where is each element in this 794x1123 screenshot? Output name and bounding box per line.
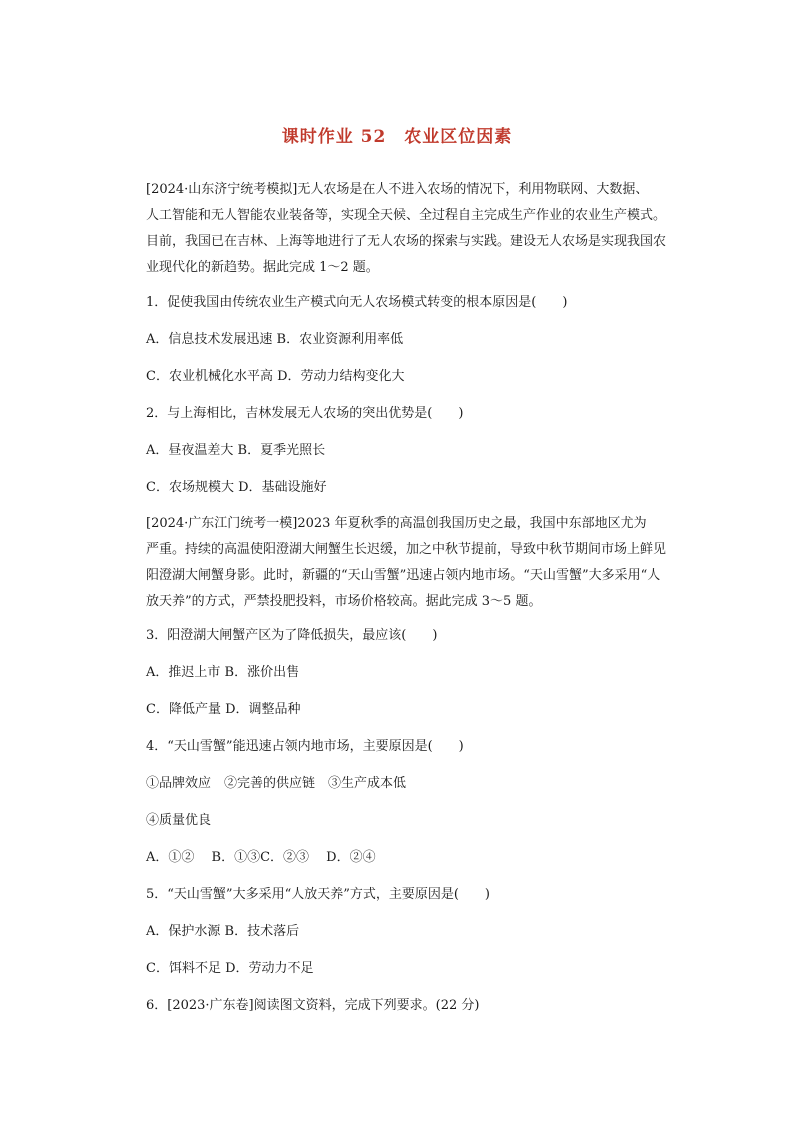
question-5-options-ab: A．保护水源 B．技术落后 xyxy=(146,924,300,939)
material1-line-3: 目前，我国已在吉林、上海等地进行了无人农场的探索与实践。建设无人农场是实现我国农 xyxy=(146,234,667,249)
question-2: 2．与上海相比，吉林发展无人农场的突出优势是( ) xyxy=(146,406,464,421)
material1-line-2: 人工智能和无人智能农业装备等，实现全天候、全过程自主完成生产作业的农业生产模式。 xyxy=(146,208,667,223)
question-3-options-cd: C．降低产量 D．调整品种 xyxy=(146,702,301,717)
question-1-options-ab: A．信息技术发展迅速 B．农业资源利用率低 xyxy=(146,332,404,347)
question-5-options-cd: C．饵料不足 D．劳动力不足 xyxy=(146,961,314,976)
material2-line-4: 放天养”的方式，严禁投肥投料，市场价格较高。据此完成 3～5 题。 xyxy=(146,594,542,609)
question-5: 5．“天山雪蟹”大多采用“人放天养”方式，主要原因是( ) xyxy=(146,887,490,902)
question-2-options-cd: C．农场规模大 D．基础设施好 xyxy=(146,480,327,495)
question-6: 6．[2023·广东卷]阅读图文资料，完成下列要求。(22 分) xyxy=(146,998,480,1013)
question-1-options-cd: C．农业机械化水平高 D．劳动力结构变化大 xyxy=(146,369,405,384)
question-2-options-ab: A．昼夜温差大 B．夏季光照长 xyxy=(146,443,326,458)
question-3: 3．阳澄湖大闸蟹产区为了降低损失，最应该( ) xyxy=(146,628,438,643)
question-3-options-ab: A．推迟上市 B．涨价出售 xyxy=(146,665,300,680)
material2-line-3: 阳澄湖大闸蟹身影。此时，新疆的“天山雪蟹”迅速占领内地市场。“天山雪蟹”大多采用“人 xyxy=(146,568,661,583)
question-4-items: ①品牌效应 ②完善的供应链 ③生产成本低 xyxy=(146,776,407,791)
question-1: 1．促使我国由传统农业生产模式向无人农场模式转变的根本原因是( ) xyxy=(146,295,568,310)
page-title: 课时作业 52 农业区位因素 xyxy=(281,127,513,147)
material1-line-1: [2024·山东济宁统考模拟]无人农场是在人不进入农场的情况下，利用物联网、大数据、 xyxy=(146,182,649,197)
material1-line-4: 业现代化的新趋势。据此完成 1～2 题。 xyxy=(146,260,379,275)
question-4-item-4: ④质量优良 xyxy=(146,813,212,828)
question-4-options: A．①② B．①③C．②③ D．②④ xyxy=(146,850,376,865)
question-4: 4．“天山雪蟹”能迅速占领内地市场，主要原因是( ) xyxy=(146,739,464,754)
material2-line-1: [2024·广东江门统考一模]2023 年夏秋季的高温创我国历史之最，我国中东部地区尤为 xyxy=(146,516,647,531)
material2-line-2: 严重。持续的高温使阳澄湖大闸蟹生长迟缓，加之中秋节提前，导致中秋节期间市场上鲜见 xyxy=(146,542,667,557)
